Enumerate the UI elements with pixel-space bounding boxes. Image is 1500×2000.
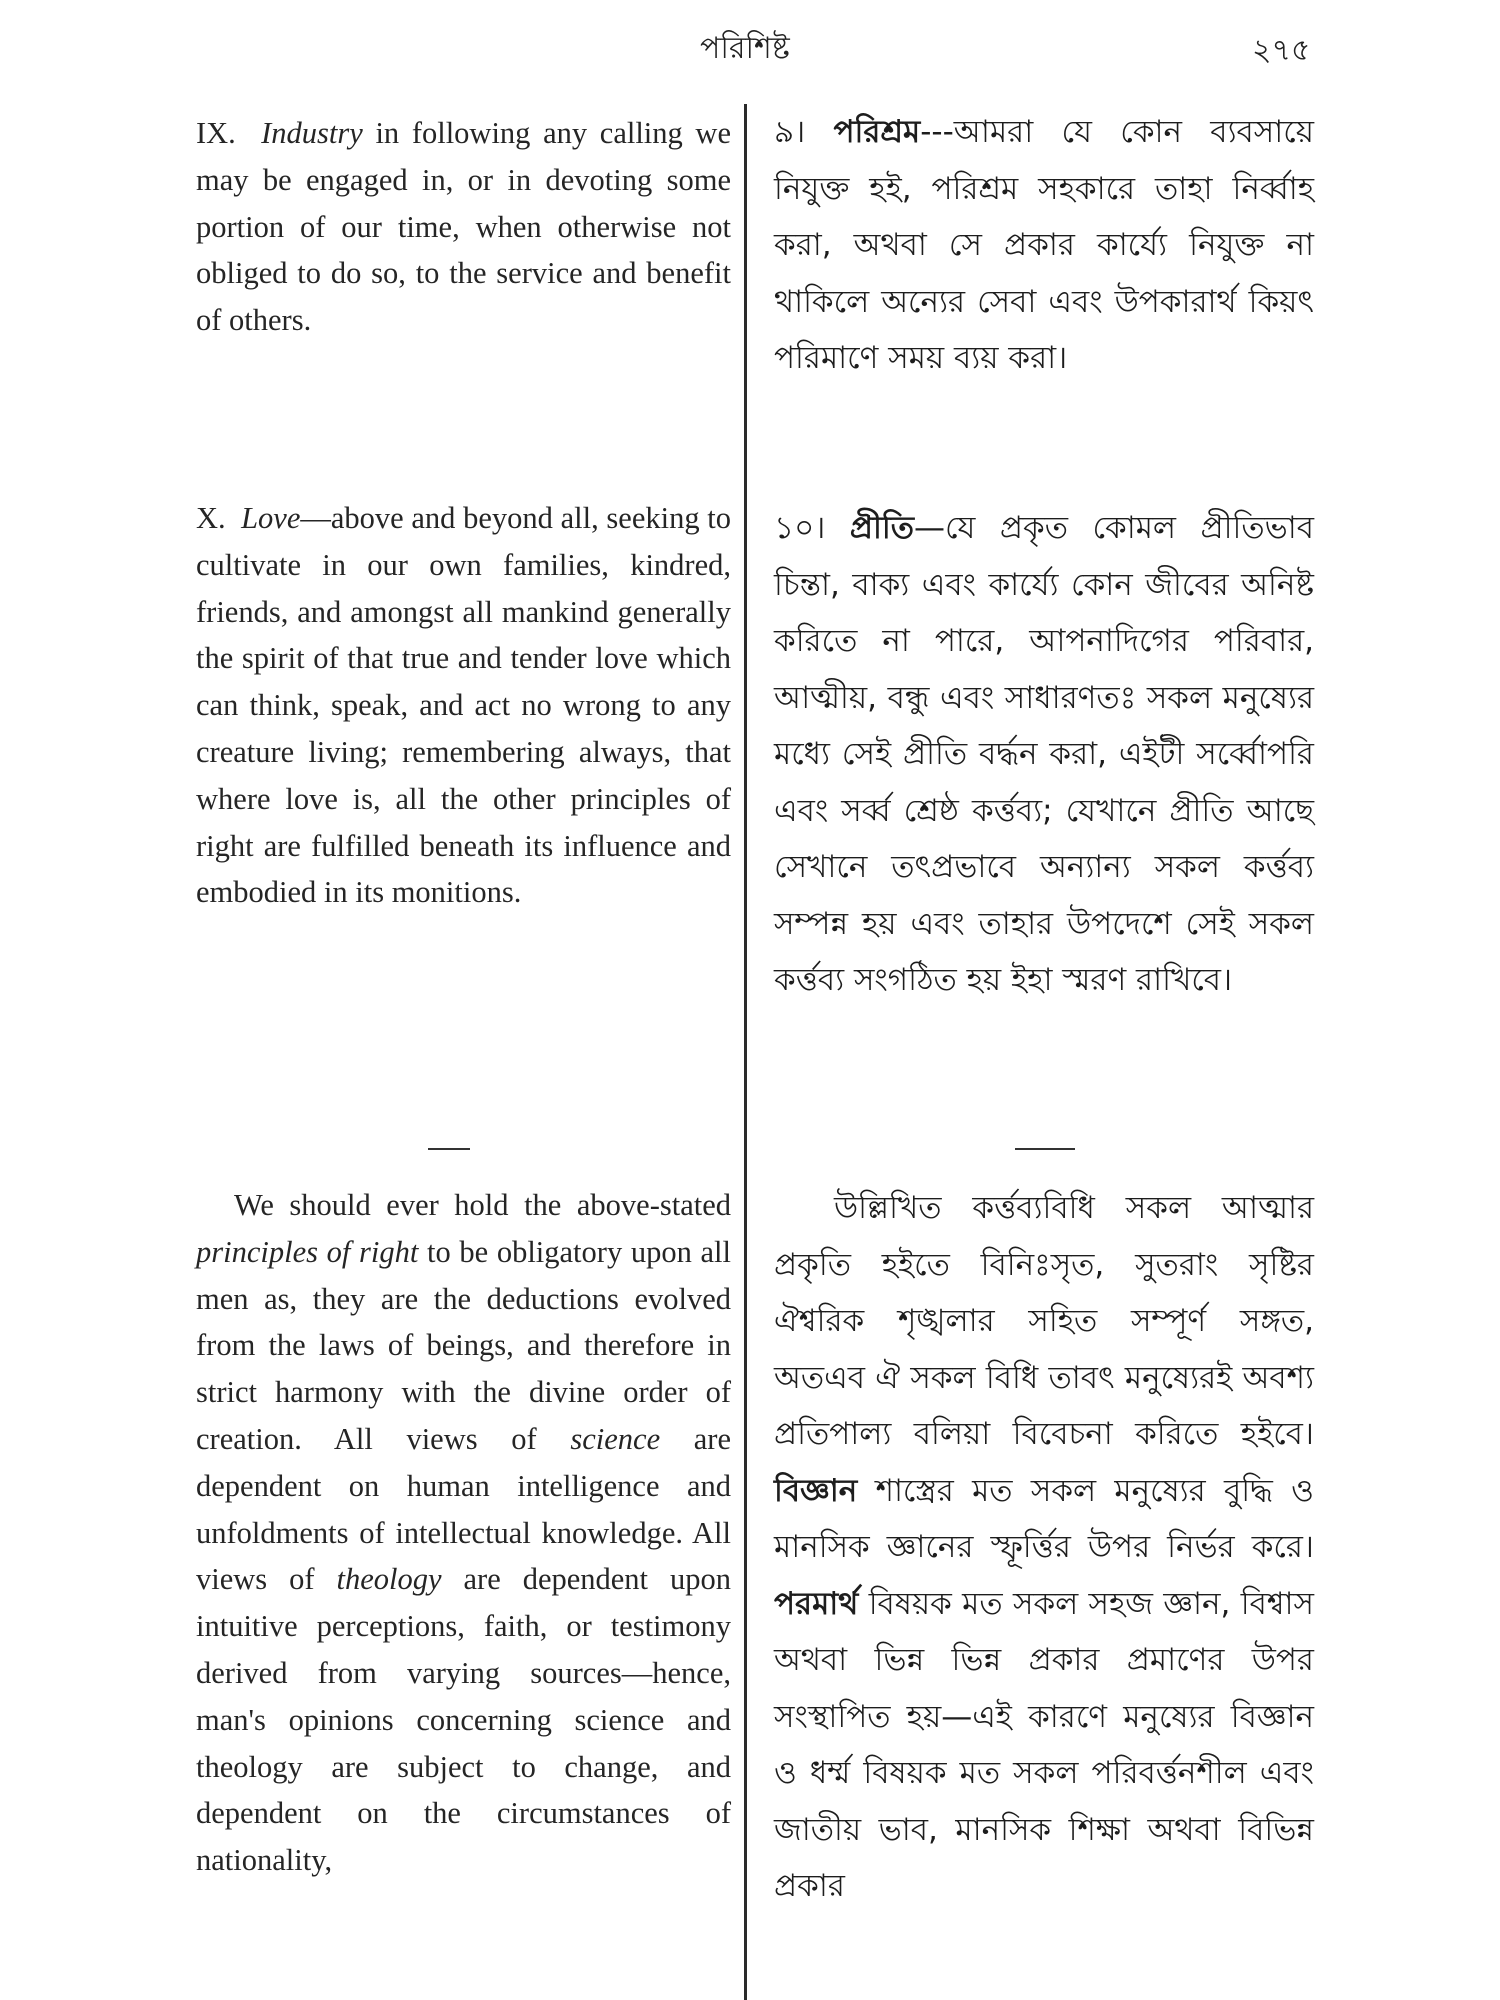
bengali-text: উল্লিখিত কর্ত্তব্যবিধি সকল আত্মার প্রকৃতি হইতে বিনিঃসৃত, সুতরাং সৃষ্টির ঐশ্বরিক শৃঙ্খলার সহিত সম্পূর্ণ সঙ্গত, অতএব ঐ সকল বিধি তাবৎ মনুষ্যেরই অবশ্য প্রতিপাল্য বলিয়া বিবেচনা করিতে হইবে। [774,1190,1314,1452]
bengali-numeral: ১০। [774,510,850,546]
bengali-term: পরমার্থ [774,1585,859,1622]
english-paragraph-x [196,495,731,916]
bengali-term: পরিশ্রম [833,114,921,150]
bengali-closing-paragraph [774,1180,1314,1915]
bengali-term: বিজ্ঞান [774,1472,858,1509]
bengali-text: —যে প্রকৃত কোমল প্রীতিভাব চিন্তা, বাক্য এবং কার্য্যে কোন জীবের অনিষ্ট করিতে না পারে, আপনাদিগের পরিবার, আত্মীয়, বন্ধু এবং সাধারণতঃ সকল মনুষ্যের মধ্যে সেই প্রীতি বর্দ্ধন করা, এইটী সর্ব্বোপরি এবং সর্ব্ব শ্রেষ্ঠ কর্ত্তব্য; যেখানে প্রীতি আছে সেখানে তৎপ্রভাবে অন্যান্য সকল কর্ত্তব্য সম্পন্ন হয় এবং তাহার উপদেশে সেই সকল কর্ত্তব্য সংগঠিত হয় ইহা স্মরণ রাখিবে। [774,510,1314,998]
page-number: ২৭৫ [1252,33,1311,68]
bengali-numeral: ৯। [774,114,834,150]
english-text: —above and beyond all, seeking to cultivate in our own families, kindred, friends, and amongst all mankind generally the spirit of that true and tender love which can think, speak, and act no wrong to any creature living; remembering always, that where love is, all the other principles of right are fulfilled beneath its influence and embodied in its monitions. [196,501,732,910]
bengali-text: বিষয়ক মত সকল সহজ জ্ঞান, বিশ্বাস অথবা ভিন্ন ভিন্ন প্রকার প্রমাণের উপর সংস্থাপিত হয়—এই কারণে মনুষ্যের বিজ্ঞান ও ধর্ম্ম বিষয়ক মত সকল পরিবর্ত্তনশীল এবং জাতীয় ভাব, মানসিক শিক্ষা অথবা বিভিন্ন প্রকার [774,1585,1314,1904]
bengali-text: ---আমরা যে কোন ব্যবসায়ে নিযুক্ত হই, পরিশ্রম সহকারে তাহা নির্ব্বাহ করা, অথবা সে প্রকার কার্য্যে নিযুক্ত না থাকিলে অন্যের সেবা এবং উপকারার্থ কিয়ৎ পরিমাণে সময় ব্যয় করা। [774,114,1314,376]
english-section-rule [428,1148,470,1150]
english-term: Industry [261,116,363,150]
english-text: are dependent upon intuitive perceptions, faith, or testimony derived from varying sources—hence, man's opinions concerning science and theology are subject to change, and dependent on the circumstances of nationality, [196,1562,731,1878]
bengali-text: শাস্ত্রের মত সকল মনুষ্যের বুদ্ধি ও মানসিক জ্ঞানের স্ফূর্ত্তির উপর নির্ভর করে। [774,1472,1314,1565]
english-term: principles of right [196,1234,419,1269]
english-closing-paragraph [196,1182,731,1884]
bengali-paragraph-10 [774,500,1314,1009]
bengali-section-rule [1015,1148,1075,1150]
column-divider [744,104,747,2000]
english-text: are dependent on human intelligence and unfoldments of intellectual knowledge. All views of [196,1421,732,1597]
english-numeral: IX. [196,116,236,150]
english-paragraph-ix [196,110,731,344]
english-text: We should ever hold the above-stated [234,1188,731,1222]
english-term: theology [336,1562,442,1597]
bengali-term: প্রীতি [849,510,914,546]
english-term: science [570,1421,661,1456]
english-term: Love [241,501,301,535]
english-text: to be obligatory upon all men as, they are the deductions evolved from the laws of beings, and therefore in strict harmony with the divine order of creation. All views of [196,1234,731,1456]
english-text: in following any calling we may be engaged in, or in devoting some portion of our time, when otherwise not obliged to do so, to the service and benefit of others. [196,116,731,338]
english-numeral: X. [196,501,226,535]
running-title: পরিশিষ্ট [700,31,790,66]
bengali-paragraph-9 [774,104,1314,387]
